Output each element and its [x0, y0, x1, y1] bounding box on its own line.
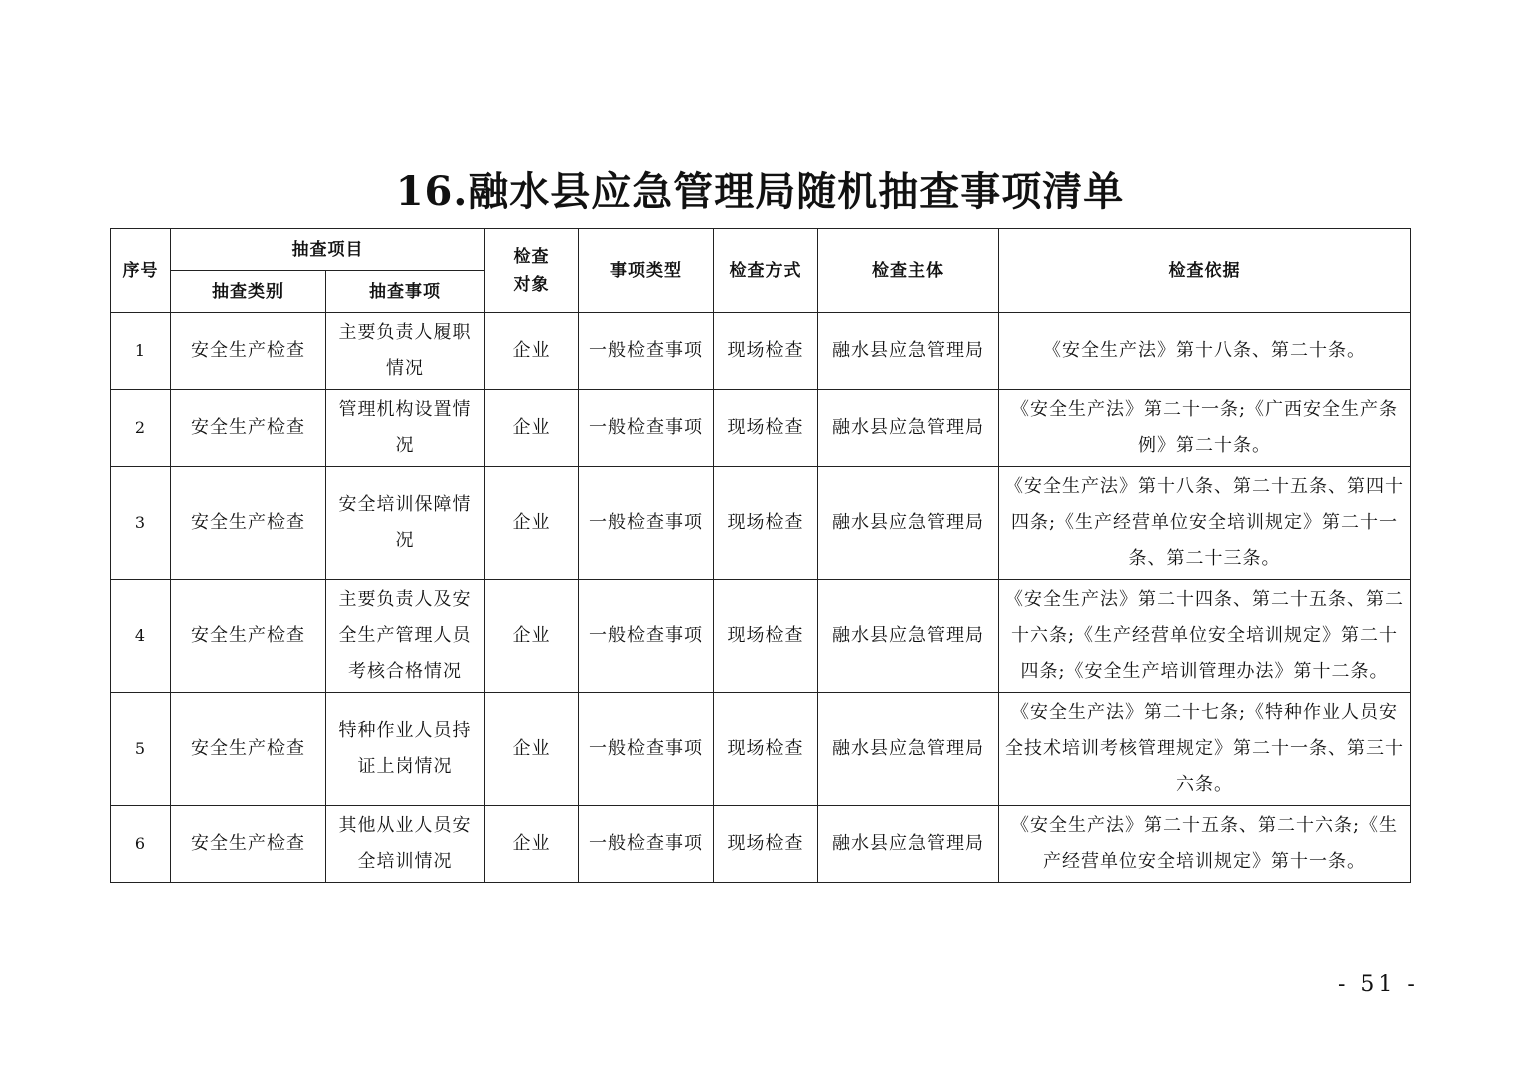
cell-type: 一般检查事项: [579, 580, 714, 693]
cell-method: 现场检查: [714, 467, 818, 580]
header-subject: 检查主体: [818, 229, 999, 313]
cell-matter: 主要负责人履职情况: [326, 313, 485, 390]
cell-subject: 融水县应急管理局: [818, 806, 999, 883]
cell-basis: 《安全生产法》第十八条、第二十五条、第四十四条;《生产经营单位安全培训规定》第二十一条、第二十三条。: [999, 467, 1411, 580]
header-basis: 检查依据: [999, 229, 1411, 313]
cell-subject: 融水县应急管理局: [818, 693, 999, 806]
cell-category: 安全生产检查: [171, 467, 326, 580]
table-row: [111, 313, 1411, 390]
cell-type: 一般检查事项: [579, 390, 714, 467]
cell-target: 企业: [485, 580, 579, 693]
cell-type: 一般检查事项: [579, 467, 714, 580]
cell-target: 企业: [485, 313, 579, 390]
cell-subject: 融水县应急管理局: [818, 580, 999, 693]
header-seq: 序号: [111, 229, 171, 313]
cell-subject: 融水县应急管理局: [818, 313, 999, 390]
cell-target: 企业: [485, 467, 579, 580]
inspection-table: [110, 228, 1411, 883]
cell-method: 现场检查: [714, 580, 818, 693]
header-matter: 抽查事项: [326, 271, 485, 313]
cell-basis: 《安全生产法》第二十四条、第二十五条、第二十六条;《生产经营单位安全培训规定》第二十四条;《安全生产培训管理办法》第十二条。: [999, 580, 1411, 693]
cell-matter: 主要负责人及安全生产管理人员考核合格情况: [326, 580, 485, 693]
cell-seq: 5: [111, 693, 171, 806]
cell-seq: 3: [111, 467, 171, 580]
cell-type: 一般检查事项: [579, 313, 714, 390]
table-row: [111, 467, 1411, 580]
cell-basis: 《安全生产法》第二十一条;《广西安全生产条例》第二十条。: [999, 390, 1411, 467]
cell-seq: 2: [111, 390, 171, 467]
cell-target: 企业: [485, 806, 579, 883]
cell-basis: 《安全生产法》第十八条、第二十条。: [999, 313, 1411, 390]
cell-subject: 融水县应急管理局: [818, 390, 999, 467]
cell-subject: 融水县应急管理局: [818, 467, 999, 580]
table-row: [111, 806, 1411, 883]
cell-seq: 1: [111, 313, 171, 390]
cell-basis: 《安全生产法》第二十七条;《特种作业人员安全技术培训考核管理规定》第二十一条、第三十六条。: [999, 693, 1411, 806]
table-row: [111, 693, 1411, 806]
page-number: - 51 -: [1338, 972, 1419, 997]
cell-seq: 6: [111, 806, 171, 883]
cell-matter: 其他从业人员安全培训情况: [326, 806, 485, 883]
cell-target: 企业: [485, 390, 579, 467]
page-title: 16.融水县应急管理局随机抽查事项清单: [395, 168, 1125, 215]
cell-type: 一般检查事项: [579, 806, 714, 883]
table-header: [111, 229, 1411, 313]
cell-matter: 管理机构设置情况: [326, 390, 485, 467]
table-row: [111, 580, 1411, 693]
cell-category: 安全生产检查: [171, 580, 326, 693]
header-type: 事项类型: [579, 229, 714, 313]
header-target: [485, 229, 579, 313]
cell-category: 安全生产检查: [171, 313, 326, 390]
header-category: 抽查类别: [171, 271, 326, 313]
cell-method: 现场检查: [714, 313, 818, 390]
cell-category: 安全生产检查: [171, 390, 326, 467]
table-body: [111, 313, 1411, 883]
header-target-text: 检查对象: [513, 246, 550, 295]
cell-method: 现场检查: [714, 693, 818, 806]
cell-method: 现场检查: [714, 390, 818, 467]
cell-target: 企业: [485, 693, 579, 806]
cell-basis: 《安全生产法》第二十五条、第二十六条;《生产经营单位安全培训规定》第十一条。: [999, 806, 1411, 883]
header-item-group: 抽查项目: [171, 229, 485, 271]
cell-seq: 4: [111, 580, 171, 693]
cell-type: 一般检查事项: [579, 693, 714, 806]
header-method: 检查方式: [714, 229, 818, 313]
cell-category: 安全生产检查: [171, 693, 326, 806]
cell-category: 安全生产检查: [171, 806, 326, 883]
table-row: [111, 390, 1411, 467]
cell-method: 现场检查: [714, 806, 818, 883]
cell-matter: 特种作业人员持证上岗情况: [326, 693, 485, 806]
cell-matter: 安全培训保障情况: [326, 467, 485, 580]
